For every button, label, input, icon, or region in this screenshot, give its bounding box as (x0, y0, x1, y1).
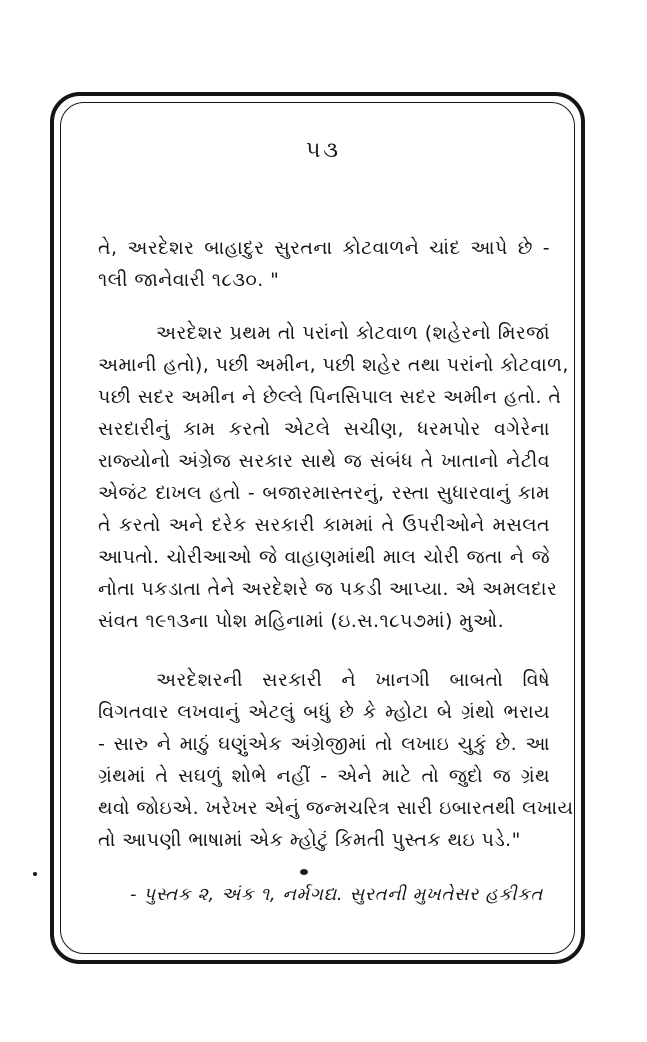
text-line: વિગતવાર લખવાનું એટલું બધું છે કે મ્હોટા બે ગ્રંથો ભરાય (98, 701, 550, 723)
text-line: અરદેશર પ્રથમ તો પરાંનો કોટવાળ (શહેરનો મિરજાં (156, 322, 550, 344)
intro-text (98, 232, 550, 296)
ink-mark (33, 872, 37, 876)
paragraph-1 (98, 317, 569, 637)
text-line: ૧લી જાનેવારી ૧૮૩૦. " (98, 269, 280, 291)
text-line: સરદારીનું કામ કરતો એટલે સચીણ, ધરમપોર વગેરેના (98, 418, 550, 440)
text-line: રાજ્યોનો અંગ્રેજ સરકાર સાથે જ સંબંધ તે ખાતાનો નેટીવ (98, 450, 550, 472)
ink-mark (300, 869, 308, 875)
text-line: તે, અરદેશર બાહાદુર સુરતના કોટવાળને ચાંદ આપે છે - (98, 237, 550, 259)
text-line: તો આપણી ભાષામાં એક મ્હોટું કિમતી પુસ્તક થઇ પડે." (98, 829, 521, 851)
text-line: ગ્રંથમાં તે સઘળું શોભે નહીં - એને માટે તો જુદો જ ગ્રંથ (98, 765, 550, 787)
text-line: થવો જોઇએ. ખરેખર એનું જન્મચરિત્ર સારી ઇબારતથી લખાય (98, 797, 574, 819)
text-line: - સારુ ને માઠું ઘણુંએક અંગ્રેજીમાં તો લખાઇ ચુકું છે. આ (98, 733, 550, 755)
text-line: તે કરતો અને દરેક સરકારી કામમાં તે ઉપરીઓને મસલત (98, 514, 550, 536)
text-line: અમાની હતો), પછી અમીન, પછી શહેર તથા પરાંનો કોટવાળ, (98, 354, 569, 376)
text-line: પછી સદર અમીન ને છેલ્લે પિનસિપાલ સદર અમીન હતો. તે (98, 386, 562, 408)
page-number: ૫૩ (305, 138, 342, 163)
paragraph-2 (98, 664, 574, 856)
text-line: આપતો. ચોરીઆઓ જે વાહાણમાંથી માલ ચોરી જતા ને જે (98, 546, 550, 568)
text-line: અરદેશરની સરકારી ને ખાનગી બાબતો વિષે (156, 669, 550, 691)
text-line: સંવત ૧૯૧૩ના પોશ મહિનામાં (ઇ.સ.૧૮૫૭માં) મુઓ. (98, 610, 505, 632)
text-line: એજંટ દાખલ હતો - બજારમાસ્તરનું, રસ્તા સુધારવાનું કામ (98, 482, 550, 504)
text-line: નોતા પકડાતા તેને અરદેશરે જ પકડી આપ્યા. એ અમલદાર (98, 578, 558, 600)
citation: - પુસ્તક ૨, અંક ૧, નર્મગદ્ય. સુરતની મુખતેસર હકીકત (130, 884, 543, 905)
